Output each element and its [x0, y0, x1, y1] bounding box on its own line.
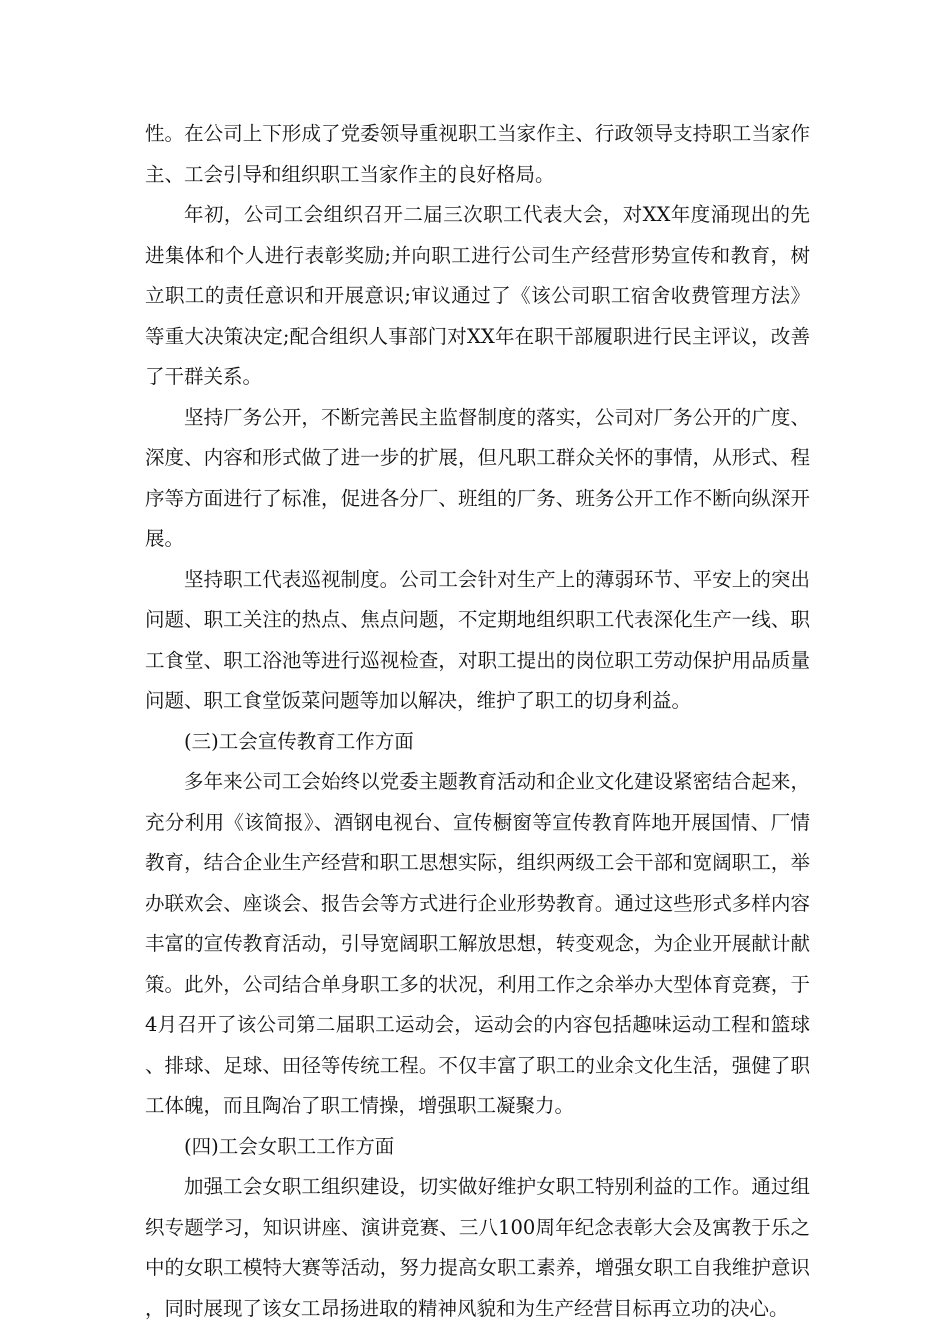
document-body — [145, 114, 810, 1329]
paragraph-female-workers: 加强工会女职工组织建设，切实做好维护女职工特别利益的工作。通过组织专题学习，知识讲座、演讲竞赛、三八100周年纪念表彰大会及寓教于乐之中的女职工模特大赛等活动，努力提高女职工素养，增强女职工自我维护意识，同时展现了该女工昂扬进取的精神风貌和为生产经营目标再立功的决心。 — [145, 1175, 810, 1320]
section-heading-female-workers: (四)工会女职工工作方面 — [184, 1134, 395, 1158]
paragraph-annual-congress: 年初，公司工会组织召开二届三次职工代表大会，对XX年度涌现出的先进集体和个人进行表彰奖励;并向职工进行公司生产经营形势宣传和教育，树立职工的责任意识和开展意识;审议通过了《该公司职工宿舍收费管理方法》等重大决策决定;配合组织人事部门对XX年在职干部履职进行民主评议，改善了干群关系。 — [145, 203, 810, 388]
paragraph-publicity-education: 多年来公司工会始终以党委主题教育活动和企业文化建设紧密结合起来，充分利用《该简报》、酒钢电视台、宣传橱窗等宣传教育阵地开展国情、厂情教育，结合企业生产经营和职工思想实际，组织两级工会干部和宽阔职工，举办联欢会、座谈会、报告会等方式进行企业形势教育。通过这些形式多样内容丰富的宣传教育活动，引导宽阔职工解放思想，转变观念，为企业开展献计献策。此外，公司结合单身职工多的状况，利用工作之余举办大型体育竞赛，于4月召开了该公司第二届职工运动会，运动会的内容包括趣味运动工程和篮球、排球、足球、田径等传统工程。不仅丰富了职工的业余文化生活，强健了职工体魄，而且陶冶了职工情操，增强职工凝聚力。 — [145, 770, 810, 1117]
paragraph-continuation: 性。在公司上下形成了党委领导重视职工当家作主、行政领导支持职工当家作主、工会引导和组织职工当家作主的良好格局。 — [145, 122, 810, 186]
paragraph-factory-affairs-openness: 坚持厂务公开，不断完善民主监督制度的落实，公司对厂务公开的广度、深度、内容和形式做了进一步的扩展，但凡职工群众关怀的事情，从形式、程序等方面进行了标准，促进各分厂、班组的厂务、班务公开工作不断向纵深开展。 — [145, 405, 810, 550]
paragraph-worker-representative-inspection: 坚持职工代表巡视制度。公司工会针对生产上的薄弱环节、平安上的突出问题、职工关注的热点、焦点问题，不定期地组织职工代表深化生产一线、职工食堂、职工浴池等进行巡视检查，对职工提出的岗位职工劳动保护用品质量问题、职工食堂饭菜问题等加以解决，维护了职工的切身利益。 — [145, 567, 810, 712]
section-heading-publicity-education: (三)工会宣传教育工作方面 — [184, 729, 414, 753]
